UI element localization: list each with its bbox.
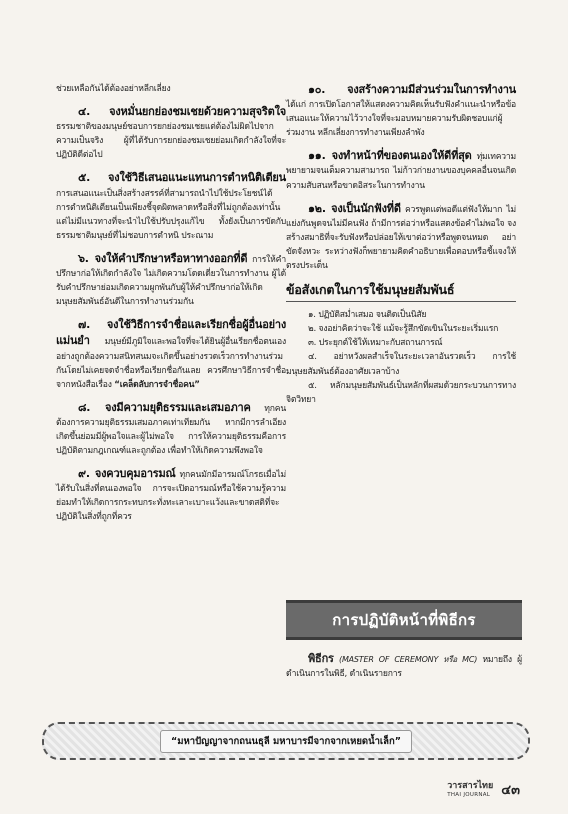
observation-3: ๓. ประยุกต์ใช้ให้เหมาะกับสถานการณ์ — [308, 338, 443, 349]
body-7: มนุษย์มีภูมิใจและพอใจที่จะได้ยินผู้อื่นเรียกชื่อตนเองอย่างถูกต้องความสนิทสนมจะเกิดขึ้นอย่างรวดเร็วการทำงานร่วมกันโดยไม่เคยจดจำชื่อหรือเรียกชื่อกันเลย ควรศึกษาวิธีการจำชื่อจากหนังสือเรื่อง — [56, 337, 286, 390]
mc-banner — [286, 600, 522, 640]
mc-text: หมายถึง ผู้ดำเนินการในพิธี, ดำเนินรายการ — [286, 655, 522, 680]
continued-text: ช่วยเหลือกันได้ต้องอย่าหลีกเลี่ยง — [56, 84, 171, 94]
heading-7: ๗. จงใช้วิธีการจำชื่อและเรียกชื่อผู้อื่นอย่างแม่นยำ — [56, 318, 286, 348]
mc-english: (MASTER OF CEREMONY หรือ MC) — [339, 655, 478, 664]
heading-11: ๑๑. จงทำหน้าที่ของตนเองให้ดีที่สุด — [308, 149, 472, 163]
observation-4: ๔. อย่าหวังผลสำเร็จในระยะเวลาอันรวดเร็ว การใช้มนุษยสัมพันธ์ต้องอาศัยเวลาบ้าง — [286, 352, 516, 377]
body-10: ได้แก่ การเปิดโอกาสให้แสดงความคิดเห็นรับฟังคำแนะนำหรือข้อเสนอแนะให้ความไว้วางใจที่จะมอบหมายความรับผิดชอบแก่ผู้ร่วมงาน หลีกเลี่ยงการทำงานเพียงลำพัง — [286, 100, 516, 139]
quote-strip — [42, 722, 530, 760]
heading-12: ๑๒. จงเป็นนักฟังที่ดี — [308, 201, 401, 215]
journal-logo — [447, 781, 493, 799]
mc-banner-title: การปฏิบัติหน้าที่พิธีกร — [332, 611, 476, 629]
body-4: ธรรมชาติของมนุษย์ชอบการยกย่องชมเชยแต่ต้องไม่ผิดไปจากความเป็นจริง ผู้ที่ได้รับการยกย่องชมเชยย่อมเกิดกำลังใจที่จะปฏิบัติดีต่อไป — [56, 122, 286, 161]
heading-8: ๘. จงมีความยุติธรรมและเสมอภาค — [78, 400, 251, 414]
observation-2: ๒. จงอย่าคิดว่าจะใช้ แม้จะรู้สึกขัดเขินในระยะเริ่มแรก — [308, 324, 499, 335]
observation-1: ๑. ปฏิบัติสม่ำเสมอ จนติดเป็นนิสัย — [308, 310, 427, 321]
heading-6: ๖. จงให้คำปรึกษาหรือหาทางออกที่ดี — [78, 251, 248, 265]
book-title: “เคล็ดลับการจำชื่อคน” — [114, 379, 200, 390]
page-footer — [447, 779, 520, 800]
body-6: การให้คำปรึกษาก่อให้เกิดกำลังใจ ไม่เกิดความโดดเดี่ยวในการทำงาน ผู้ได้รับคำปรึกษาย่อมเกิดความผูกพันกับผู้ให้คำปรึกษาก่อให้เกิดมนุษยสัมพันธ์อันดีในการทำงานร่วมกัน — [56, 254, 286, 308]
journal-logo-line2: THAI JOURNAL — [447, 791, 491, 798]
observation-5: ๕. หลักมนุษยสัมพันธ์เป็นหลักที่ผสมด้วยกระบวนการทางจิตวิทยา — [286, 380, 516, 405]
body-11: ทุ่มเทความพยายามจนเต็มความสามารถ ไม่ก้าวก่ายงานของบุคคลอื่นจนเกิดความสับสนหรือขาดอิสระในการทำงาน — [286, 152, 516, 191]
mc-definition — [286, 652, 522, 681]
section-divider — [286, 301, 516, 302]
page-number: ๔๓ — [501, 783, 520, 798]
left-column — [56, 82, 286, 525]
journal-logo-line1: วารสารไทย — [447, 780, 494, 791]
body-9: ทุกคนมักมีอารมณ์โกรธเมื่อไม่ได้รับในสิ่งที่ตนเองพอใจ การจะเปิดอารมณ์หรือใช้ความรู้ความย่อมทำให้เกิดการกระทบกระทั่งทะเลาะเบาะแว้งและขาดสติที่จะปฏิบัติในสิ่งที่ถูกที่ควร — [56, 470, 286, 523]
heading-9: ๙. จงควบคุมอารมณ์ — [78, 467, 176, 481]
quote-text: “มหาปัญญาจากถนนธุลี มหาบารมีจากจากเหยดน้ำเล็ก” — [160, 730, 412, 753]
section-title: ข้อสังเกตในการใช้มนุษยสัมพันธ์ — [286, 282, 455, 298]
body-5: การเสนอแนะเป็นสิ่งสร้างสรรค์ที่สามารถนำไปใช้ประโยชน์ได้ การตำหนิติเตียนเป็นเพียงชี้จุดผิดพลาดหรือสิ่งที่ไม่ถูกต้องเท่านั้น แต่ไม่มีแนวทางที่จะนำไปใช้ปรับปรุงแก้ไข ทั้งยังเป็นการขัดกับธรรมชาติมนุษย์ที่ไม่ชอบการตำหนิ ประณาม — [56, 188, 286, 241]
heading-10: ๑๐. จงสร้างความมีส่วนร่วมในการทำงาน — [308, 83, 516, 96]
body-8: ทุกคนต้องการความยุติธรรมเสมอภาคเท่าเทียมกัน หากมีการลำเอียงเกิดขึ้นย่อมมีผู้พอใจและผู้ไม่พอใจ การให้ความยุติธรรมคือการปฏิบัติตามกฎเกณฑ์และถูกต้อง เพื่อทำให้เกิดความพึงพอใจ — [56, 403, 286, 457]
mc-term: พิธีกร — [308, 652, 334, 665]
body-12: ควรพูดแต่พอดีแต่ฟังให้มาก ไม่แย่งกันพูดจนไม่มีคนฟัง ถ้ามีการต่อว่าหรือแสดงข้อคำไม่พอใจ จงสร้างสมาธิที่จะรับฟังหรือปล่อยให้เขาต่อว่าหรือพูดจนหมด อย่าขัดจังหวะ ระหว่างฟังก็พยายามคิดคำอธิบายเพื่อตอบหรือชี้แจงให้ตรงประเด็น — [286, 204, 516, 272]
heading-4: ๔. จงหมั่นยกย่องชมเชยด้วยความสุจริตใจ — [78, 105, 286, 119]
heading-5: ๕. จงใช้วิธีเสนอแนะแทนการตำหนิติเตียน — [78, 171, 286, 185]
right-column — [286, 82, 516, 407]
